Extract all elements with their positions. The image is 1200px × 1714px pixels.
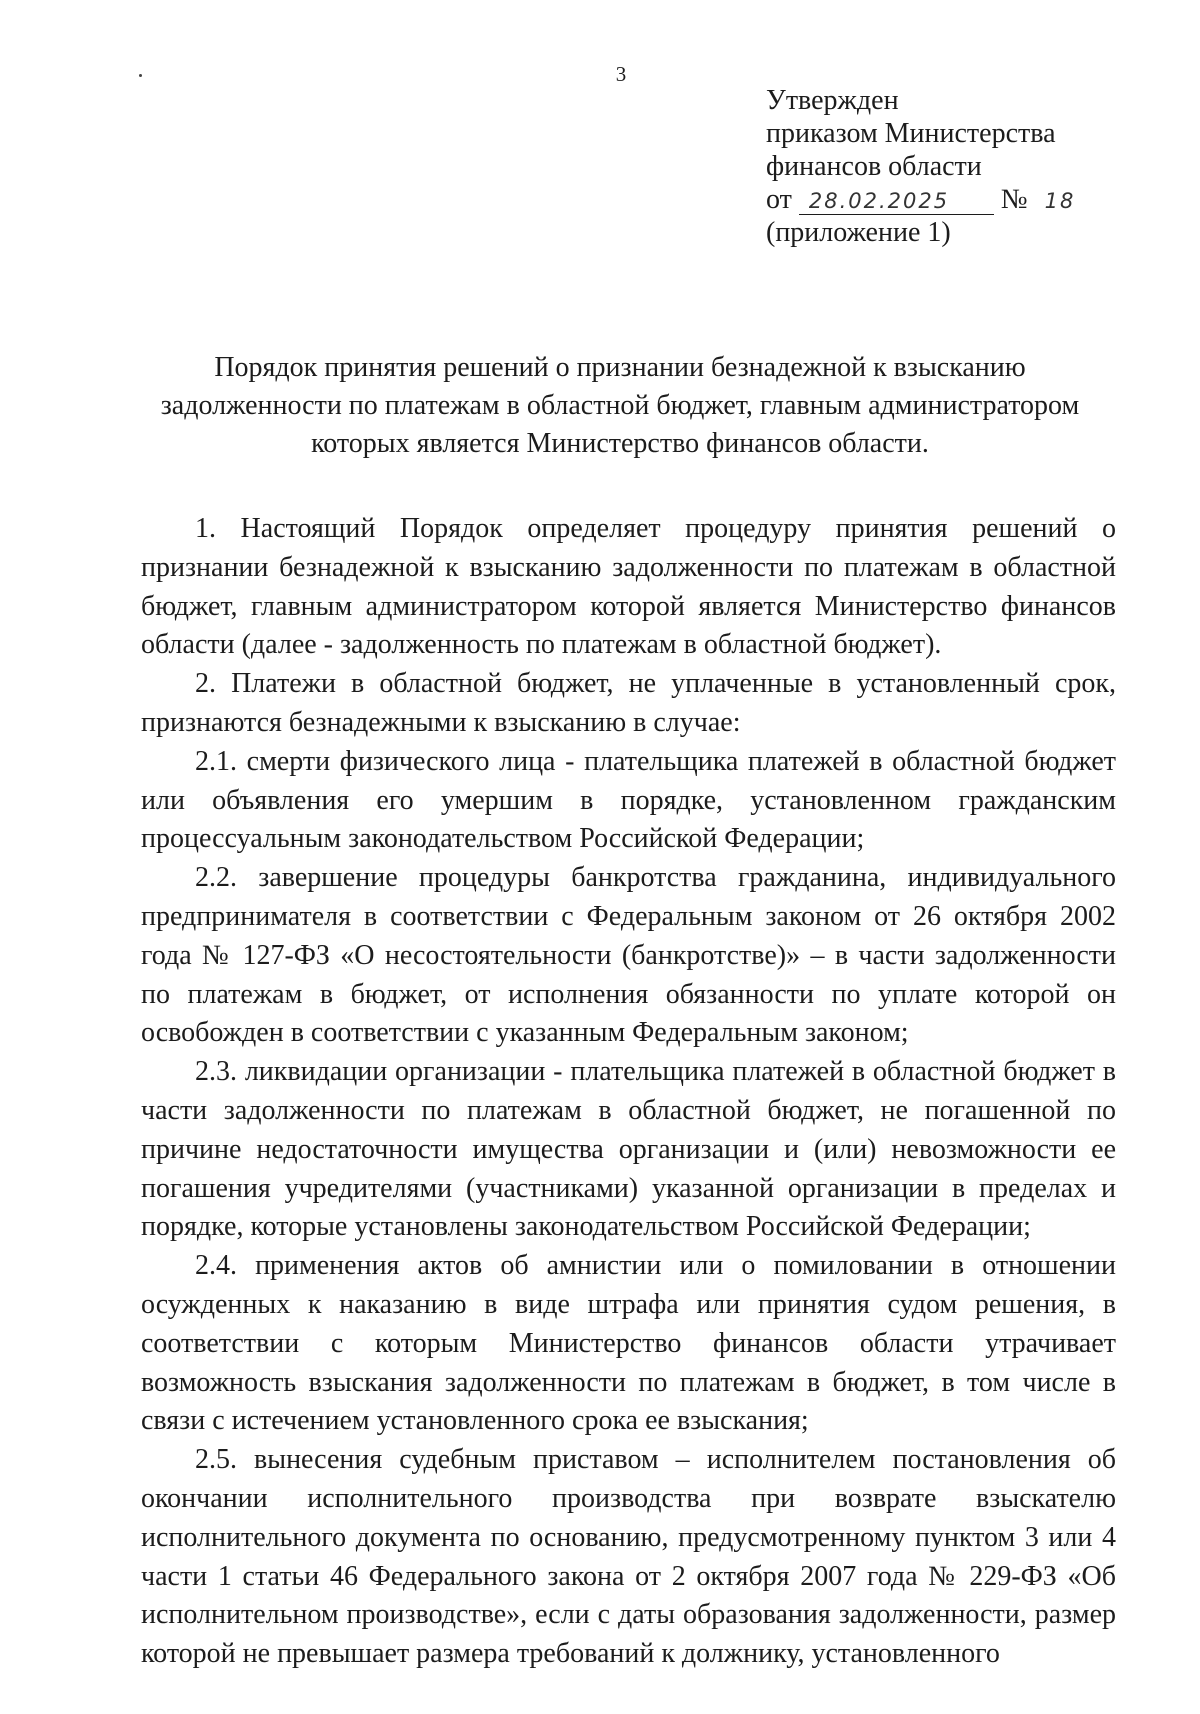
page-number: 3 <box>615 62 627 86</box>
paragraph-2: 2. Платежи в областной бюджет, не уплаченные в установленный срок, признаются безнадежными к взысканию в случае: <box>141 668 1116 738</box>
approval-date-prefix: от <box>766 184 792 215</box>
approval-line-date-number <box>766 183 1081 216</box>
document-title <box>130 349 1110 463</box>
paragraph-2-5: 2.5. вынесения судебным приставом – исполнителем постановления об окончании исполнительного производства при возврате взыскателю исполнительного документа по основанию, предусмотренному пунктом 3 или 4 части 1 статьи 46 Федерального закона от 2 октября 2007 года № 229-ФЗ «Об исполнительном производстве», если с даты образования задолженности, размер которой не превышает размера требований к должнику, установленного <box>141 1444 1116 1670</box>
approval-stamp-block <box>766 84 1081 249</box>
document-body <box>141 510 1116 1674</box>
paragraph-1: 1. Настоящий Порядок определяет процедуру принятия решений о признании безнадежной к взысканию задолженности по платежам в областной бюджет, главным администратором которой является Министерство финансов области (далее - задолженность по платежам в областной бюджет). <box>141 513 1116 661</box>
approval-line-ministry: финансов области <box>766 151 982 182</box>
approval-line-order: приказом Министерства <box>766 118 1056 149</box>
document-title-line-2: задолженности по платежам в областной бюджет, главным администратором <box>160 390 1080 421</box>
approval-line-approved: Утвержден <box>766 85 899 116</box>
paragraph-2-4: 2.4. применения актов об амнистии или о помиловании в отношении осужденных к наказанию в виде штрафа или принятия судом решения, в соответствии с которым Министерство финансов области утрачивает возможность взыскания задолженности по платежам в бюджет, в том числе в связи с истечением установленного срока ее взыскания; <box>141 1250 1116 1437</box>
approval-line-appendix: (приложение 1) <box>766 217 951 248</box>
paragraph-2-1: 2.1. смерти физического лица - плательщика платежей в областной бюджет или объявления его умершим в порядке, установленном гражданским процессуальным законодательством Российской Федерации; <box>141 745 1116 855</box>
approval-number-sign: № <box>1000 184 1028 215</box>
scan-artifact-dot <box>139 74 142 77</box>
paragraph-2-2: 2.2. завершение процедуры банкротства гражданина, индивидуального предпринимателя в соответствии с Федеральным законом от 26 октября 2002 года № 127-ФЗ «О несостоятельности (банкротстве)» – в части задолженности по платежам в бюджет, от исполнения обязанности по уплате которой он освобожден в соответствии с указанным Федеральным законом; <box>141 862 1116 1049</box>
document-title-line-3: которых является Министерство финансов области. <box>311 428 929 459</box>
handwritten-date: 28.02.2025 <box>799 188 994 215</box>
document-title-line-1: Порядок принятия решений о признании безнадежной к взысканию <box>214 352 1026 383</box>
paragraph-2-3: 2.3. ликвидации организации - плательщика платежей в областной бюджет в части задолженности по платежам в областной бюджет, не погашенной по причине недостаточности имущества организации и (или) невозможности ее погашения учредителями (участниками) указанной организации в пределах и порядке, которые установлены законодательством Российской Федерации; <box>141 1056 1116 1243</box>
handwritten-number: 18 <box>1044 189 1076 213</box>
